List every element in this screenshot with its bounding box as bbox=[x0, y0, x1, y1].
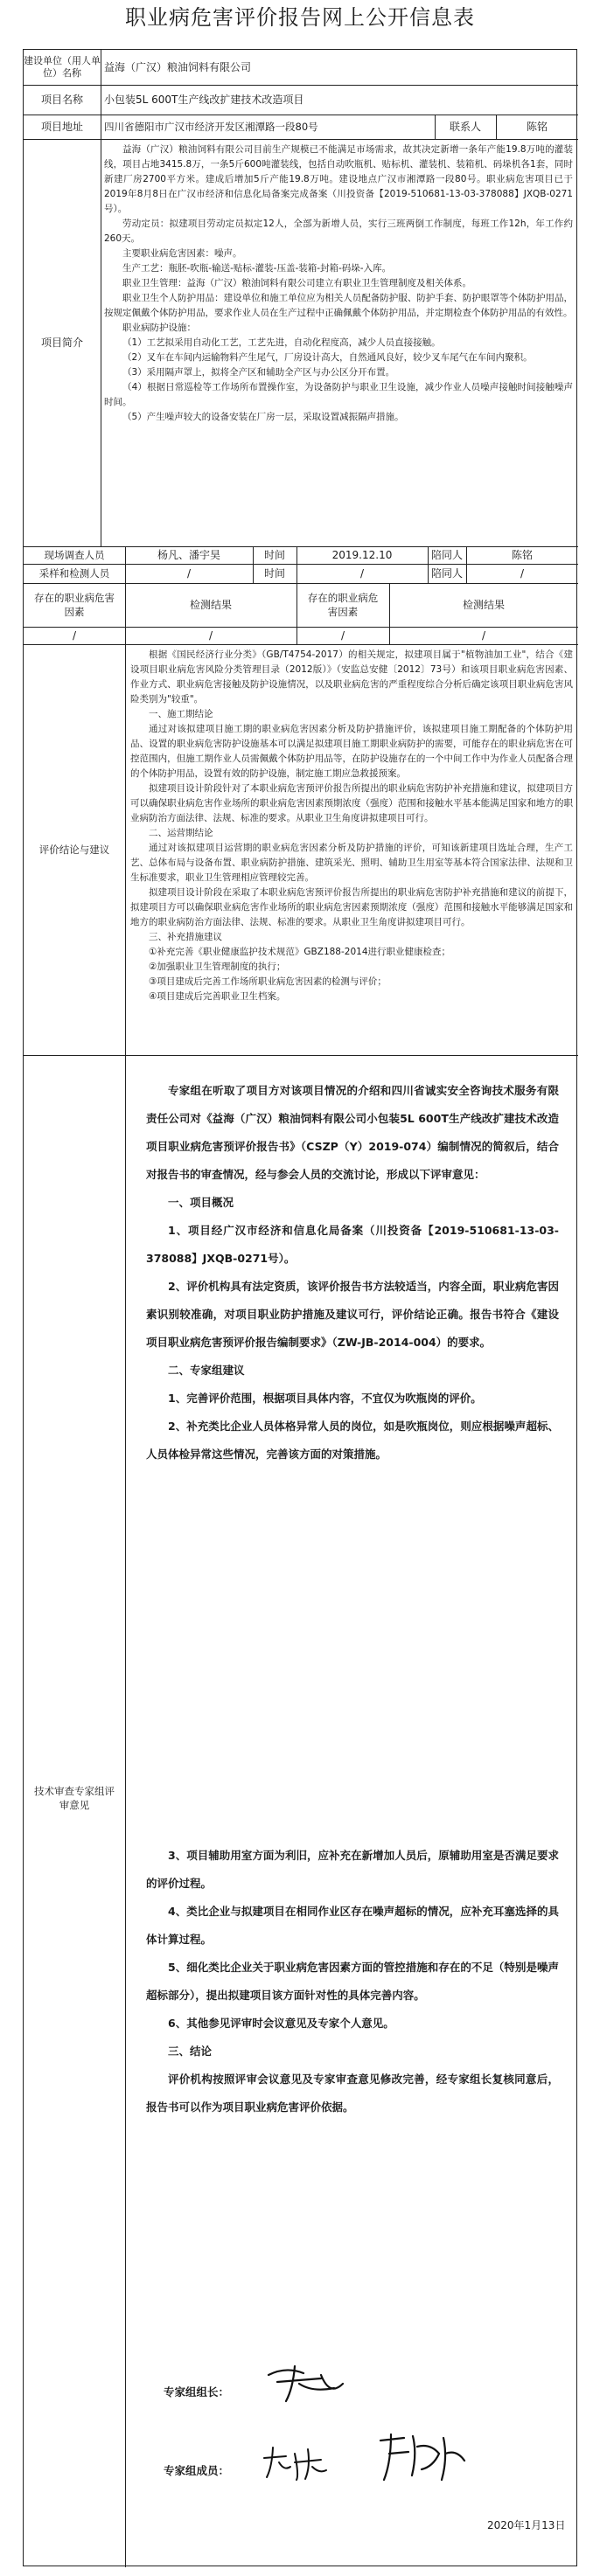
intro-paragraph: （4）根据日常巡检等工作场所布置操作室，为设备防护与职业卫生设施，减少作业人员噪声接触时间接触噪声时间。 bbox=[104, 382, 573, 407]
intro-paragraph: （2）叉车在车间内运输物料产生尾气，厂房设计高大，自然通风良好，较少叉车尾气在车间内聚积。 bbox=[122, 352, 533, 363]
review-paragraph: 2、补充类比企业人员体格异常人员的岗位，如是吹瓶岗位，则应根据噪声超标、人员体检异常这些情况，完善该方面的对策措施。 bbox=[146, 1420, 559, 1461]
review-paragraph: 1、项目经广汉市经济和信息化局备案（川投资备【2019-510681-13-03-378088】JXQB-0271号）。 bbox=[146, 1224, 559, 1265]
address-label: 项目地址 bbox=[40, 121, 83, 133]
contact-label: 联系人 bbox=[449, 121, 481, 133]
conclusion-content bbox=[130, 648, 573, 1004]
intro-label: 项目简介 bbox=[40, 337, 83, 349]
review-paragraph: 6、其他参见评审时会议意见及专家个人意见。 bbox=[168, 2017, 394, 2030]
hazard-col1-header: 存在的职业病危害因素 bbox=[34, 592, 115, 618]
conclusion-label: 评价结论与建议 bbox=[38, 844, 110, 856]
conclusion-heading: 二、运营期结论 bbox=[149, 828, 213, 838]
page-title: 职业病危害评价报告网上公开信息表 bbox=[125, 5, 475, 30]
hazard-value: / bbox=[340, 629, 345, 642]
hazard-col3-header: 存在的职业病危害因素 bbox=[307, 592, 379, 618]
conclusion-paragraph: 根据《国民经济行业分类》（GB/T4754-2017）的相关规定，拟建项目属于"植物油加工业"，结合《建设项目职业病危害风险分类管理目录（2012版）》（安监总安健〔2012〕73号）和该项目职业病危害因素、作业方式、职业病危害接触及防护设施情况，以及职业病危害的严重程度综合分析后确定该项目职业病危害风险类别为"较重"。 bbox=[130, 649, 573, 705]
conclusion-heading: 一、施工期结论 bbox=[149, 709, 213, 719]
review-intro: 专家组在听取了项目方对该项目情况的介绍和四川省诚实安全咨询技术服务有限责任公司对《益海（广汉）粮油饲料有限公司小包装5L 600T生产线改扩建技术改造项目职业病危害预评价报告书》（CSZP（Y）2019-074）编制情况的简叙后，结合对报告书的审查情况，经与参会人员的交流讨论，形成以下评审意见： bbox=[146, 1084, 559, 1181]
review-date: 2020年1月13日 bbox=[487, 2519, 566, 2531]
project-value: 小包装5L 600T生产线改扩建技术改造项目 bbox=[104, 94, 304, 106]
intro-paragraph: 益海（广汉）粮油饲料有限公司目前生产规模已不能满足市场需求，故其决定新增一条年产能19.8万吨的灌装线，项目占地3415.8万，一条5斤600吨灌装线，包括自动吹瓶机、贴标机、灌装机、装箱机、码垛机各1套，同时新建厂房2700平方米。建成后增加5斤产能19.8万吨。建设地点广汉市湘潭路一段80号。职业病危害项目已于2019年8月8日在广汉市经济和信息化局备案完成备案（川投资备【2019-510681-13-03-378088】JXQB-0271号）。 bbox=[104, 144, 573, 214]
member-signature-1 bbox=[260, 2441, 330, 2488]
survey-staff-value: 杨凡、潘宇昊 bbox=[157, 549, 220, 561]
review-paragraph: 2、评价机构具有法定资质，该评价报告书方法较适当，内容全面，职业病危害因素识别较准确，对项目职业防护措施及建议可行，评价结论正确。报告书符合《建设项目职业病危害预评价报告编制要求》（ZW-JB-2014-004）的要求。 bbox=[146, 1280, 559, 1349]
intro-paragraph: 生产工艺：瓶胚-吹瓶-输送-贴标-灌装-压盖-装箱-封箱-码垛-入库。 bbox=[122, 263, 392, 274]
review-paragraph: 3、项目辅助用室方面为利旧，应补充在新增加人员后，原辅助用室是否满足要求的评价过程。 bbox=[146, 1849, 559, 1890]
conclusion-item: ④项目建成后完善职业卫生档案。 bbox=[149, 991, 286, 1002]
member-label: 专家组成员： bbox=[164, 2464, 230, 2477]
conclusion-paragraph: 通过对该拟建项目运营期的职业病危害因素分析及防护措施的评价，可知该新建项目选址合理，生产工艺、总体布局与设备布置、职业病防护措施、建筑采光、照明、辅助卫生用室等基本符合国家法律、法规和卫生标准要求，职业卫生管理相应管理较完善。 bbox=[130, 843, 573, 883]
review-content-continued bbox=[146, 1842, 559, 2121]
review-heading: 二、专家组建议 bbox=[168, 1364, 245, 1377]
sampler-escort-value: / bbox=[520, 567, 525, 580]
survey-staff-label: 现场调查人员 bbox=[44, 549, 105, 561]
conclusion-item: ③项目建成后完善工作场所职业病危害因素的检测与评价； bbox=[149, 976, 387, 987]
intro-paragraph: 主要职业病危害因素：噪声。 bbox=[122, 248, 242, 259]
leader-label: 专家组组长： bbox=[164, 2385, 230, 2399]
hazard-col4-header: 检测结果 bbox=[462, 599, 505, 611]
intro-content bbox=[104, 142, 573, 425]
row-divider bbox=[24, 139, 578, 140]
intro-paragraph: 职业卫生个人防护用品：建设单位和施工单位应为相关人员配备防护服、防护手套、防护眼罩等个体防护用品，按规定佩戴个体防护用品，要求作业人员在生产过程中正确佩戴个体防护用品，并定期检查个体防护用品的有效性。 bbox=[104, 293, 573, 318]
review-label: 技术审查专家组评审意见 bbox=[34, 1785, 115, 1811]
sampler-date-value: / bbox=[359, 567, 365, 580]
intro-paragraph: 职业卫生管理：益海（广汉）粮油饲料有限公司建立有职业卫生管理制度及相关体系。 bbox=[122, 278, 471, 288]
review-paragraph: 评价机构按照评审会议意见及专家审查意见修改完善，经专家组长复核同意后，报告书可以作为项目职业病危害评价依据。 bbox=[146, 2073, 559, 2114]
leader-signature bbox=[260, 2357, 347, 2413]
info-table bbox=[23, 49, 577, 2566]
client-value: 益海（广汉）粮油饲料有限公司 bbox=[104, 61, 252, 73]
conclusion-paragraph: 拟建项目设计阶段在采取了本职业病危害预评价报告所提出的职业病危害防护补充措施和建议的前提下，拟建项目方可以确保职业病危害作业场所的职业病危害因素预期浓度（强度）范围和接触水平能够满足国家和地方的职业病防治方面法律、法规、标准的要求。从职业卫生角度讲拟建项目可行。 bbox=[130, 887, 573, 927]
address-value: 四川省德阳市广汉市经济开发区湘潭路一段80号 bbox=[104, 121, 318, 133]
survey-escort-value: 陈铭 bbox=[511, 549, 533, 561]
sampler-date-label: 时间 bbox=[263, 567, 285, 580]
client-label: 建设单位（用人单位）名称 bbox=[24, 55, 101, 79]
hazard-value: / bbox=[481, 629, 486, 642]
sampler-escort-label: 陪同人 bbox=[430, 567, 463, 580]
member-signature-2 bbox=[373, 2427, 470, 2492]
review-content bbox=[146, 1077, 559, 1469]
contact-value: 陈铭 bbox=[526, 121, 548, 133]
survey-date-label: 时间 bbox=[263, 549, 285, 561]
survey-date-value: 2019.12.10 bbox=[331, 549, 393, 561]
review-heading: 三、结论 bbox=[168, 2045, 213, 2058]
survey-escort-label: 陪同人 bbox=[430, 549, 463, 561]
review-paragraph: 5、细化类比企业关于职业病危害因素方面的管控措施和存在的不足（特别是噪声超标部分），提出拟建项目该方面针对性的具体完善内容。 bbox=[146, 1961, 559, 2002]
hazard-col2-header: 检测结果 bbox=[189, 599, 232, 611]
intro-paragraph: （3）采用隔声罩上，拟将全产区和辅助全产区与办公区分开布置。 bbox=[122, 367, 395, 378]
intro-paragraph: （1）工艺拟采用自动化工艺，工艺先进，自动化程度高，减少人员直接接触。 bbox=[122, 337, 441, 348]
intro-paragraph: （5）产生噪声较大的设备安装在厂房一层，采取设置减振隔声措施。 bbox=[122, 412, 404, 422]
intro-paragraph: 职业病防护设施： bbox=[122, 323, 196, 333]
sampler-label: 采样和检测人员 bbox=[38, 567, 110, 580]
conclusion-paragraph: 通过对该拟建项目施工期的职业病危害因素分析及防护措施评价，该拟建项目施工期配备的个体防护用品、设置的职业病危害防护设施基本可以满足拟建项目施工期职业病防护的需要，可能存在的职业病危害在可控范围内，但施工期作业人员需佩戴个体防护用品等，在防护设施存在的一个中间工作中为作业人员配备合理的个体防护用品，设置有效的防护设施，制定施工期应急救援预案。 bbox=[130, 724, 573, 779]
project-label: 项目名称 bbox=[40, 94, 83, 106]
conclusion-heading: 三、补充措施建议 bbox=[149, 932, 222, 942]
review-paragraph: 4、类比企业与拟建项目在相同作业区存在噪声超标的情况，应补充耳塞选择的具体计算过程。 bbox=[146, 1905, 559, 1946]
intro-paragraph: 劳动定员：拟建项目劳动定员拟定12人，全部为新增人员，实行三班两倒工作制度，每班工作12h，年工作约260天。 bbox=[104, 219, 573, 244]
conclusion-paragraph: 拟建项目设计阶段针对了本职业病危害预评价报告所提出的职业病危害防护补充措施和建议，拟建项目方可以确保职业病危害作业场所的职业病危害因素预期浓度（强度）范围和接触水平基本能满足国家和地方的职业病防治方面法律、法规、标准的要求。从职业卫生角度讲拟建项目可行。 bbox=[130, 783, 573, 823]
review-paragraph: 1、完善评价范围，根据项目具体内容，不宜仅为吹瓶岗的评价。 bbox=[168, 1392, 482, 1405]
sampler-value: / bbox=[186, 567, 192, 580]
conclusion-item: ②加强职业卫生管理制度的执行； bbox=[149, 962, 286, 972]
hazard-value: / bbox=[208, 629, 213, 642]
review-heading: 一、项目概况 bbox=[168, 1196, 234, 1209]
col-divider bbox=[125, 644, 126, 2567]
hazard-value: / bbox=[72, 629, 77, 642]
conclusion-item: ①补充完善《职业健康监护技术规范》GBZ188-2014进行职业健康检查； bbox=[149, 947, 450, 957]
